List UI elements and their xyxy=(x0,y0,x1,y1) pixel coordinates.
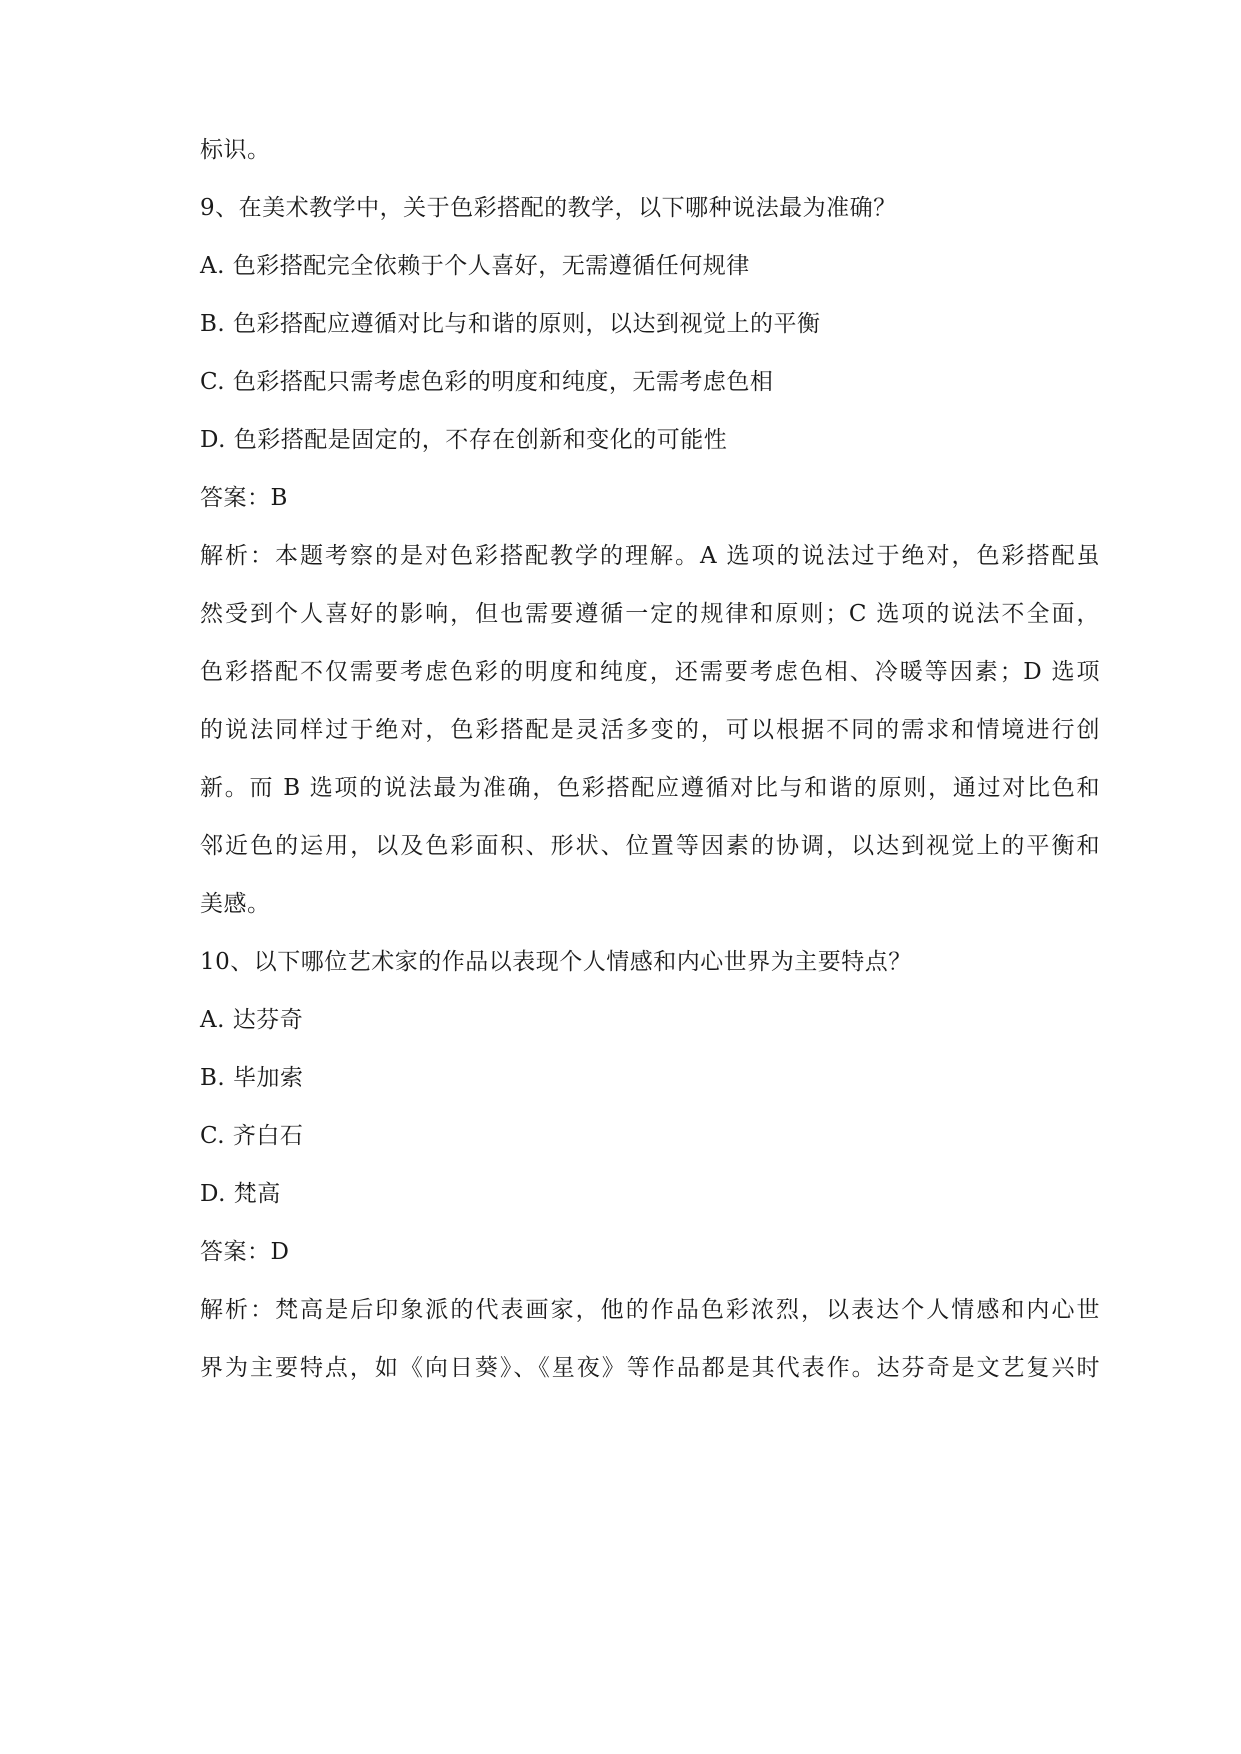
question-9-analysis-line-2: 然受到个人喜好的影响，但也需要遵循一定的规律和原则；C 选项的说法不全面， xyxy=(200,601,1100,627)
question-10-analysis-line-1: 解析：梵高是后印象派的代表画家，他的作品色彩浓烈，以表达个人情感和内心世 xyxy=(200,1297,1100,1323)
question-9-analysis-line-4: 的说法同样过于绝对，色彩搭配是灵活多变的，可以根据不同的需求和情境进行创 xyxy=(200,717,1100,743)
question-10-answer: 答案：D xyxy=(200,1239,290,1265)
question-10-analysis-line-2: 界为主要特点，如《向日葵》、《星夜》等作品都是其代表作。达芬奇是文艺复兴时 xyxy=(200,1355,1100,1381)
question-10-option-b: B. 毕加索 xyxy=(200,1065,304,1091)
question-9-answer: 答案：B xyxy=(200,485,288,511)
question-10-option-d: D. 梵高 xyxy=(200,1181,281,1207)
question-10-title: 10、以下哪位艺术家的作品以表现个人情感和内心世界为主要特点？ xyxy=(200,949,912,975)
question-9-analysis-line-3: 色彩搭配不仅需要考虑色彩的明度和纯度，还需要考虑色相、冷暖等因素；D 选项 xyxy=(200,659,1100,685)
question-9-option-d: D. 色彩搭配是固定的，不存在创新和变化的可能性 xyxy=(200,427,728,453)
question-9-analysis-line-5: 新。而 B 选项的说法最为准确，色彩搭配应遵循对比与和谐的原则，通过对比色和 xyxy=(200,775,1100,801)
question-9-analysis-line-7: 美感。 xyxy=(200,891,271,917)
question-9-analysis-line-1: 解析：本题考察的是对色彩搭配教学的理解。A 选项的说法过于绝对，色彩搭配虽 xyxy=(200,543,1100,569)
question-9-option-b: B. 色彩搭配应遵循对比与和谐的原则，以达到视觉上的平衡 xyxy=(200,311,821,337)
question-9-title: 9、在美术教学中，关于色彩搭配的教学，以下哪种说法最为准确？ xyxy=(200,195,897,221)
question-9-option-a: A. 色彩搭配完全依赖于个人喜好，无需遵循任何规律 xyxy=(200,253,750,279)
question-10-option-c: C. 齐白石 xyxy=(200,1123,304,1149)
question-9-option-c: C. 色彩搭配只需考虑色彩的明度和纯度，无需考虑色相 xyxy=(200,369,774,395)
text-line-continuation: 标识。 xyxy=(200,137,271,163)
question-9-analysis-line-6: 邻近色的运用，以及色彩面积、形状、位置等因素的协调，以达到视觉上的平衡和 xyxy=(200,833,1100,859)
question-10-option-a: A. 达芬奇 xyxy=(200,1007,304,1033)
